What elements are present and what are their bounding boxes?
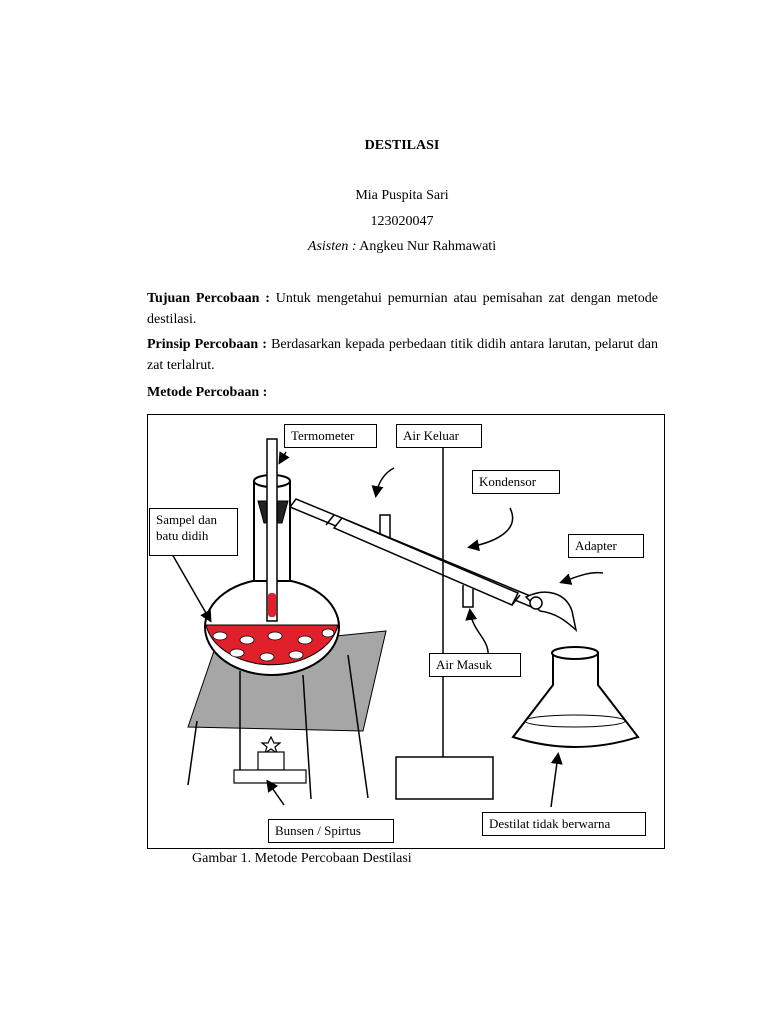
condenser <box>290 499 540 608</box>
document-title: DESTILASI <box>364 138 440 153</box>
tujuan-label: Tujuan Percobaan : <box>147 291 270 306</box>
assistant-label: Asisten : <box>307 239 357 254</box>
arrow-bunsen <box>268 782 284 805</box>
label-sampel-line1: Sampel dan <box>156 512 218 527</box>
label-adapter: Adapter <box>568 534 644 558</box>
metode-heading <box>147 382 658 403</box>
label-air-keluar: Air Keluar <box>396 424 482 448</box>
tujuan-text: Untuk mengetahui pemurnian atau pemisahan zat dengan metode destilasi. <box>147 291 658 327</box>
prinsip-label: Prinsip Percobaan : <box>147 337 267 352</box>
arrow-termometer <box>280 452 286 462</box>
water-in-nozzle <box>463 585 473 607</box>
arrow-air-keluar <box>376 468 394 495</box>
student-id: 123020047 <box>370 214 434 229</box>
label-sampel <box>149 508 238 556</box>
distillation-diagram <box>148 415 666 850</box>
arrow-sampel <box>168 547 210 620</box>
bunsen-burner <box>234 737 306 783</box>
assistant-line <box>0 239 768 255</box>
assistant-name: Angkeu Nur Rahmawati <box>359 239 497 254</box>
stand-base <box>396 757 493 799</box>
author-name: Mia Puspita Sari <box>355 188 449 203</box>
label-sampel-line2: batu didih <box>156 528 209 543</box>
label-kondensor: Kondensor <box>472 470 560 494</box>
arrow-adapter <box>562 573 603 582</box>
label-destilat: Destilat tidak berwarna <box>482 812 646 836</box>
distillation-figure <box>147 414 665 849</box>
metode-label: Metode Percobaan : <box>147 385 268 400</box>
figure-caption: Gambar 1. Metode Percobaan Destilasi <box>192 851 412 866</box>
thermometer-bulb <box>268 593 276 617</box>
arrow-air-masuk <box>470 611 488 657</box>
arrow-destilat <box>551 755 558 807</box>
label-air-masuk: Air Masuk <box>429 653 521 677</box>
prinsip-text: Berdasarkan kepada perbedaan titik didih antara larutan, pelarut dan zat terlalrut. <box>147 337 659 373</box>
label-termometer: Termometer <box>284 424 377 448</box>
prinsip-paragraph <box>147 334 658 376</box>
label-bunsen: Bunsen / Spirtus <box>268 819 394 843</box>
tujuan-paragraph <box>147 288 658 330</box>
arrow-kondensor <box>470 508 513 547</box>
receiving-flask <box>513 653 638 747</box>
